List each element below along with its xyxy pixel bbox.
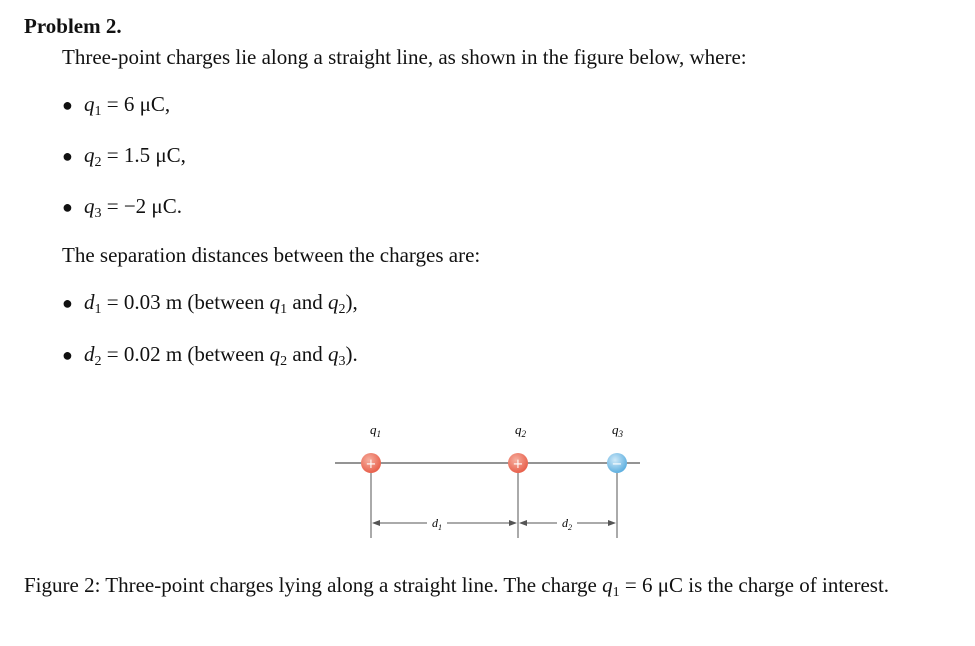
distance-item-d1 (62, 290, 358, 318)
charge-q3-icon (607, 453, 627, 473)
charges-diagram (335, 420, 645, 545)
distance-d1-text: $d_1 = 0.03$ m (between $q_1$ and $q_2$), (84, 290, 358, 317)
charge-q1-icon (361, 453, 381, 473)
d1-label: $d_1$ (432, 516, 442, 532)
problem-intro: Three-point charges lie along a straight line, as shown in the figure below, where: (62, 45, 747, 69)
charge-q1-text: $q_1 = 6$ μC, (84, 92, 171, 119)
distance-item-d2 (62, 342, 358, 370)
bullet-icon: ● (62, 345, 73, 365)
charge-item-q3 (62, 194, 182, 222)
q3-label: $q_3$ (612, 422, 623, 439)
distance-d2-text: $d_2 = 0.02$ m (between $q_2$ and $q_3$). (84, 342, 358, 369)
bullet-icon: ● (62, 197, 73, 217)
charge-q3-text: $q_3 = -2$ μC. (84, 194, 182, 221)
q1-label: $q_1$ (370, 422, 381, 439)
charge-q2-icon (508, 453, 528, 473)
bullet-icon: ● (62, 95, 73, 115)
q2-label: $q_2$ (515, 422, 526, 439)
svg-text:−: − (611, 457, 623, 472)
figure-caption: Figure 2: Three-point charges lying along a straight line. The charge $q_1 = 6$ μC is the charge of interest. (24, 573, 890, 600)
d2-label: $d_2$ (562, 516, 572, 532)
charges-figure (335, 420, 645, 545)
charge-q2-text: $q_2 = 1.5$ μC, (84, 143, 186, 170)
bullet-icon: ● (62, 146, 73, 166)
svg-text:+: + (365, 457, 377, 472)
charge-item-q1 (62, 92, 170, 120)
charge-item-q2 (62, 143, 186, 171)
separation-intro: The separation distances between the charges are: (62, 243, 481, 267)
bullet-icon: ● (62, 293, 73, 313)
svg-text:+: + (512, 457, 524, 472)
problem-title: Problem 2. (24, 14, 122, 38)
